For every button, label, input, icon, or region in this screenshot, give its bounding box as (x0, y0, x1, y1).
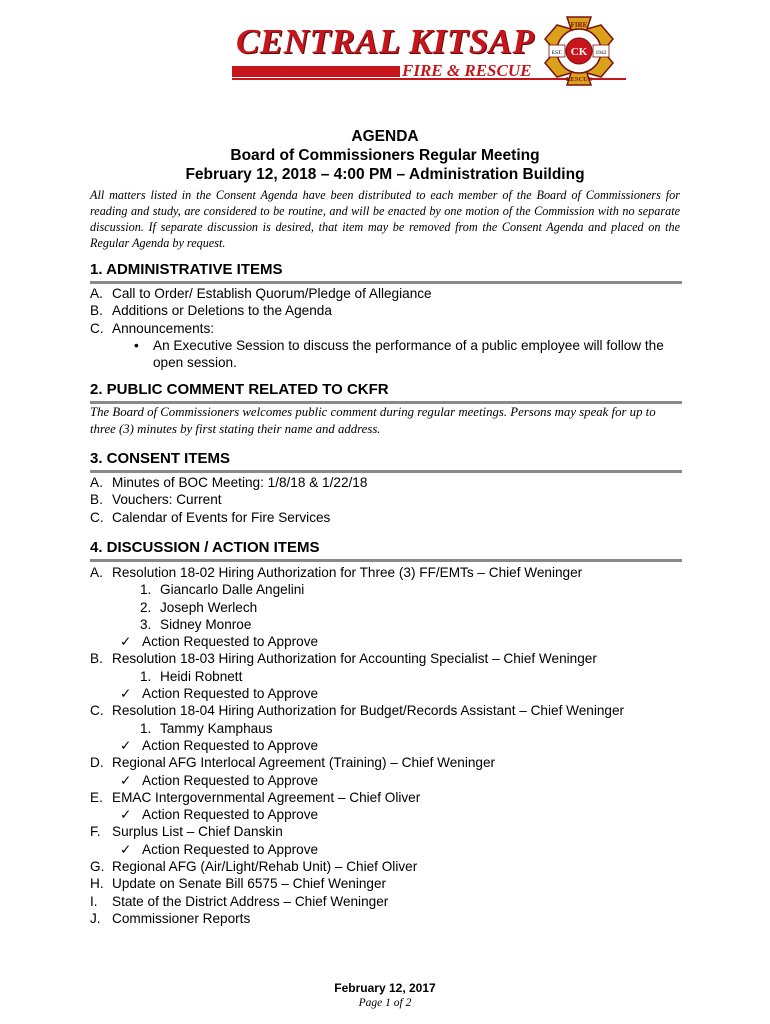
item-label: J. (90, 910, 101, 926)
list-item (90, 789, 690, 806)
checkmark-icon: ✓ (120, 634, 132, 650)
item-label: H. (90, 876, 104, 892)
sub-list-item (90, 616, 690, 633)
checkmark-icon: ✓ (120, 772, 132, 788)
sub-item-text: Tammy Kamphaus (160, 720, 273, 736)
item-label: C. (90, 509, 104, 525)
sub-item-text: Sidney Monroe (160, 616, 252, 632)
item-label: C. (90, 320, 104, 336)
list-item (90, 650, 690, 667)
action-text: Action Requested to Approve (142, 686, 319, 702)
list-item (90, 754, 690, 771)
sub-list-item (90, 599, 690, 616)
list-item (90, 491, 690, 508)
consent-agenda-intro: All matters listed in the Consent Agenda have been distributed to each member of the Board of Commissioners for reading and study, are considered to be routine, and will be enacted by one motion of the Commission with no separate discussion. If separate discussion is desired, that item may be removed from the Consent Agenda and placed on the Regular Agenda by request. (90, 188, 680, 250)
item-label: B. (90, 492, 103, 508)
item-label: E. (90, 789, 103, 805)
sub-item-text: Giancarlo Dalle Angelini (160, 582, 305, 598)
sub-item-label: 1. (140, 582, 152, 598)
svg-text:RESCUE: RESCUE (565, 76, 593, 83)
item-label: A. (90, 286, 103, 301)
item-text: State of the District Address – Chief Weninger (112, 893, 389, 909)
list-item (90, 910, 690, 927)
item-text: EMAC Intergovernmental Agreement – Chief Oliver (112, 789, 421, 805)
item-text: Commissioner Reports (112, 910, 251, 926)
svg-text:FIRE: FIRE (570, 21, 588, 29)
item-text: Regional AFG (Air/Light/Rehab Unit) – Chief Oliver (112, 859, 418, 875)
action-text: Action Requested to Approve (142, 737, 319, 753)
action-text: Action Requested to Approve (142, 634, 319, 650)
checkmark-icon: ✓ (120, 737, 132, 753)
action-requested (90, 772, 690, 789)
sub-list-item (90, 581, 690, 598)
list-item (90, 823, 690, 840)
logo-main-text: CENTRAL KITSAP (236, 22, 535, 61)
bullet-text: An Executive Session to discuss the performance of a public employee will follow the open session. (153, 337, 664, 371)
list-item (90, 474, 690, 491)
agenda-heading: AGENDA (351, 128, 419, 145)
sub-list-item (90, 720, 690, 737)
action-text: Action Requested to Approve (142, 807, 319, 823)
section-heading-consent: 3. CONSENT ITEMS (90, 450, 682, 473)
checkmark-icon: ✓ (120, 807, 132, 823)
item-label: C. (90, 703, 104, 719)
logo-thick-bar (232, 66, 400, 77)
section-consent-items (90, 474, 690, 526)
svg-text:CK: CK (570, 46, 588, 58)
sub-item-text: Joseph Werlech (160, 599, 258, 615)
checkmark-icon: ✓ (120, 686, 132, 702)
action-requested (90, 737, 690, 754)
item-text: Additions or Deletions to the Agenda (112, 303, 332, 319)
action-requested (90, 633, 690, 650)
section-administrative-items (90, 285, 690, 371)
section-heading-discussion: 4. DISCUSSION / ACTION ITEMS (90, 539, 682, 562)
footer-date: February 12, 2017 (334, 981, 436, 995)
list-item (90, 702, 690, 719)
item-text: Minutes of BOC Meeting: 1/8/18 & 1/22/18 (112, 475, 368, 490)
checkmark-icon: ✓ (120, 841, 132, 857)
item-text: Resolution 18-04 Hiring Authorization for Budget/Records Assistant – Chief Weninger (112, 703, 625, 719)
sub-item-label: 1. (140, 668, 152, 684)
page-footer (0, 981, 770, 1010)
meeting-name: Board of Commissioners Regular Meeting (230, 147, 540, 164)
page-number: Page 1 of 2 (358, 997, 412, 1009)
item-text: Regional AFG Interlocal Agreement (Training) – Chief Weninger (112, 755, 496, 771)
svg-text:EST.: EST. (551, 50, 563, 56)
section-heading-administrative: 1. ADMINISTRATIVE ITEMS (90, 261, 682, 284)
item-label: F. (90, 824, 101, 840)
list-item (90, 875, 690, 892)
sub-item-label: 1. (140, 720, 152, 736)
item-label: B. (90, 303, 103, 319)
item-text: Resolution 18-03 Hiring Authorization for Accounting Specialist – Chief Weninger (112, 651, 597, 667)
meeting-date-location: February 12, 2018 – 4:00 PM – Administration Building (185, 166, 585, 183)
list-item (90, 302, 690, 319)
item-label: D. (90, 755, 104, 771)
item-text: Resolution 18-02 Hiring Authorization for Three (3) FF/EMTs – Chief Weninger (112, 565, 583, 580)
item-label: I. (90, 893, 98, 909)
section-heading-public-comment: 2. PUBLIC COMMENT RELATED TO CKFR (90, 381, 682, 404)
action-text: Action Requested to Approve (142, 841, 319, 857)
fire-rescue-seal-icon (543, 15, 615, 87)
item-label: G. (90, 859, 105, 875)
agenda-title-block (60, 127, 710, 184)
action-requested (90, 841, 690, 858)
bullet-icon: • (134, 337, 139, 353)
list-item (90, 893, 690, 910)
sub-list-item (90, 668, 690, 685)
list-item (90, 320, 690, 337)
action-text: Action Requested to Approve (142, 772, 319, 788)
sub-item-text: Heidi Robnett (160, 668, 243, 684)
list-item (90, 564, 690, 581)
logo-sub-text: FIRE & RESCUE (402, 61, 532, 80)
item-label: A. (90, 565, 103, 580)
action-requested (90, 806, 690, 823)
item-text: Calendar of Events for Fire Services (112, 509, 331, 525)
item-text: Surplus List – Chief Danskin (112, 824, 283, 840)
sub-item-label: 3. (140, 616, 152, 632)
item-text: Vouchers: Current (112, 492, 222, 508)
list-item (90, 858, 690, 875)
item-text: Call to Order/ Establish Quorum/Pledge of Allegiance (112, 286, 432, 301)
item-text: Announcements: (112, 320, 215, 336)
item-label: A. (90, 475, 103, 490)
list-item (90, 509, 690, 526)
item-text: Update on Senate Bill 6575 – Chief Weninger (112, 876, 387, 892)
svg-text:1942: 1942 (595, 50, 607, 56)
public-comment-note: The Board of Commissioners welcomes public comment during regular meetings. Persons may speak for up to three (3) minutes by first stating their name and address. (90, 405, 656, 436)
sub-item-label: 2. (140, 599, 152, 615)
action-requested (90, 685, 690, 702)
list-item (90, 285, 690, 302)
item-label: B. (90, 651, 103, 667)
section-discussion-items (90, 564, 690, 927)
announcement-bullet (90, 337, 690, 372)
